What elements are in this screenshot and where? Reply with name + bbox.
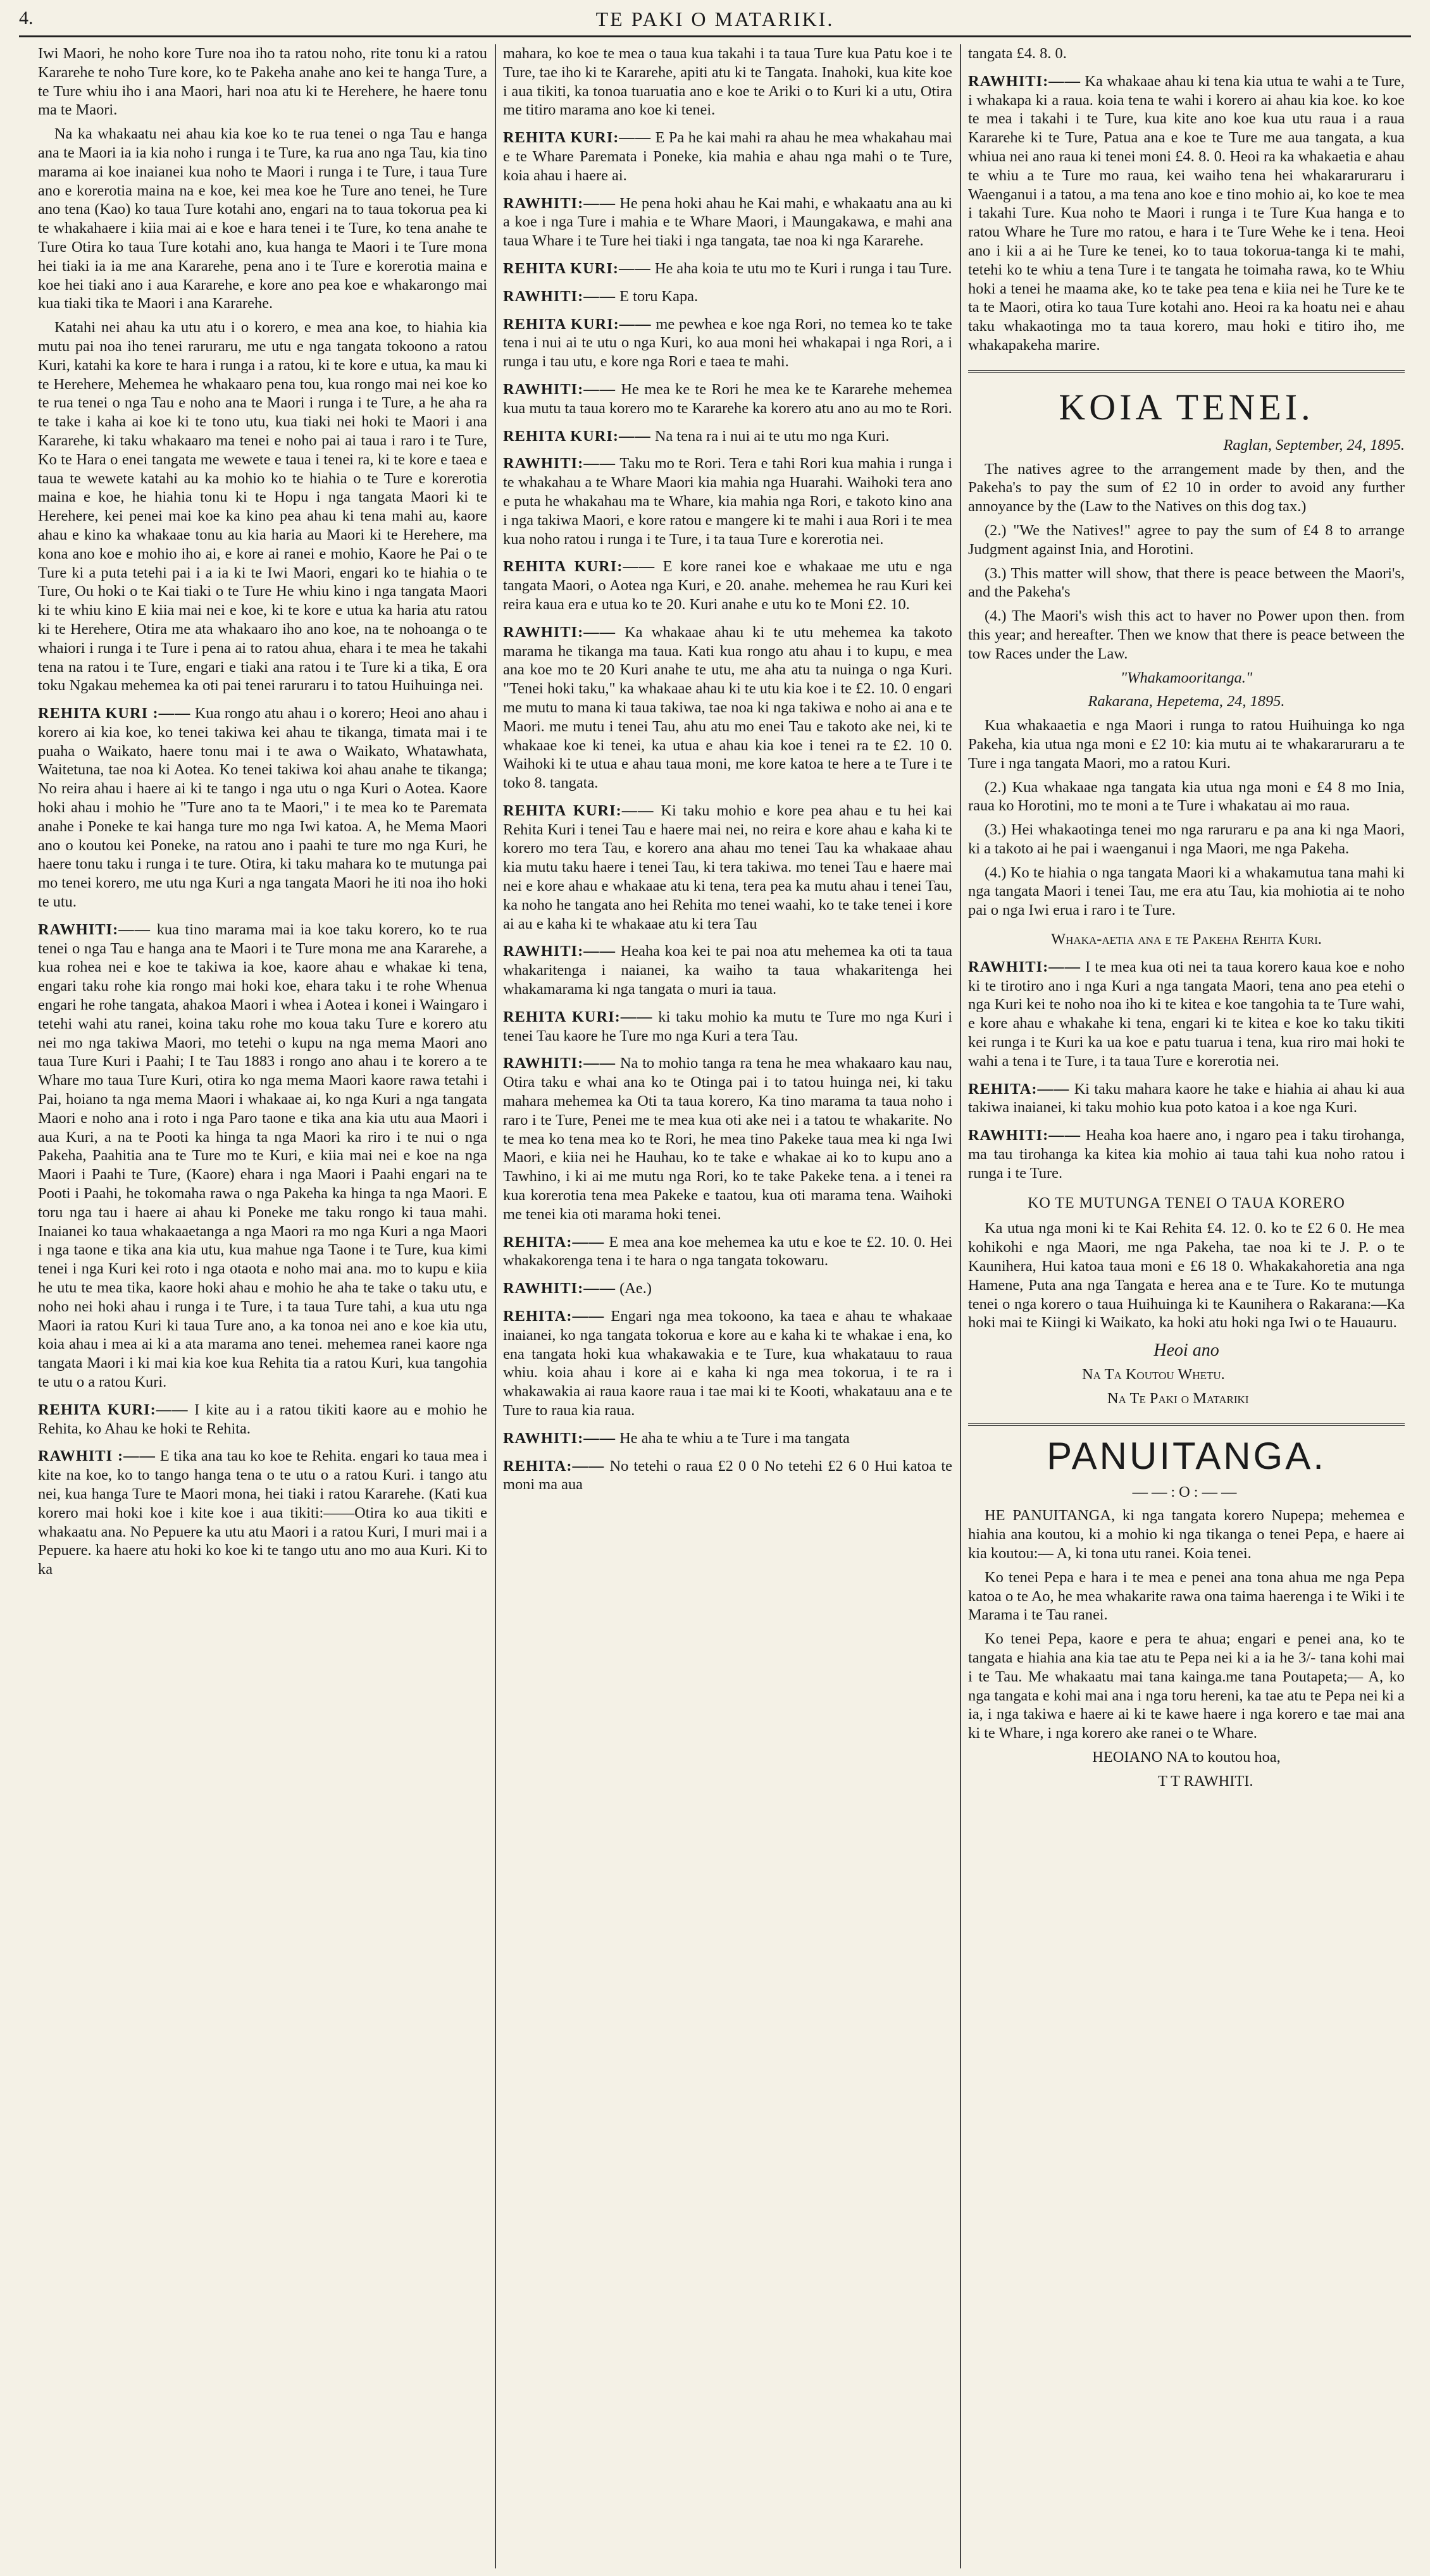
speaker-label: RAWHITI:——	[503, 623, 616, 641]
paragraph: mahara, ko koe te mea o taua kua takahi i ta taua Ture kua Patu koe i te Ture, tae iho ki te Kararehe, apiti atu ki te Tangata. Inahoki, kua kite koe i aua tikiti, ka tonoa tuaruatia ano e koe te Ariki o to Kuri ki a utu, Otira me titiro marama ano koe ki tenei.	[503, 45, 952, 119]
dialogue-entry	[503, 1054, 952, 1223]
speech-text: Kua rongo atu ahau i o korero; Heoi ano ahau i korero ai kia koe, ko tenei takiwa kei ahau te tikanga, timata mai i te puaha o Waikato, haere tonu mai i te awa o Waikato, Whatawhata, Waitetuna, tae noa ki Aotea. Ko tenei takiwa koi ahau anahe te tikanga; No reira ahau i haere ai ki te tango i nga utu o nga Kuri o Aotea. Kaore hoki ahau i mohio he "Ture ano ta te Maori," i te mea ko te Paremata anahe i Poneke te kai hanga ture mo nga Iwi katoa. A, he Mema Maori ano o koutou kei Poneke, na ratou ano i paahi te ture mo nga Kuri, he haere tonu taku i runga i te ture. Otira, ki taku mahara ko te mutunga pai mo tenei korero, me utu nga Kuri a nga tangata Maori he iti noa iho hoki te utu.	[38, 705, 487, 911]
speaker-label: REHITA:——	[503, 1308, 605, 1325]
speech-text: I kite au i a ratou tikiti kaore au e mohio he Rehita, ko Ahau ke hoki te Rehita.	[38, 1401, 487, 1437]
speech-text: Taku mo te Rori. Tera e tahi Rori kua mahia i runga i te whakahau a te Whare Maori kia mahia nga Huarahi. Waihoki tera ano e puta he whakahau ma te Whare, kia mahia nga Rori, e takoto kino ana i nga takiwa Maori, e kore ratou e mangere ki te mahi i aua Rori i te mea kua noho ratou i runga i te Ture, i ta taua Ture e korerotia nei.	[503, 455, 952, 548]
speech-text: E tika ana tau ko koe te Rehita. engari ko taua mea i kite na koe, ko to tango hanga tena o te utu o a ratou Kuri. i tango atu nei, kua hanga Ture te Maori mona, hei tiaki i ratou Kararehe. (Kati kua korero mai hoki koe i kite koe i aua tikiti:——Otira ko aua tikiti e whakaatu ana. No Pepuere ka utu atu Maori i a ratou Kuri, I muri mai i a Pepuere. ka haere atu hoki ko koe ki te tango utu ano mo aua Kuri. Ki to ka	[38, 1447, 487, 1578]
signature: Na Ta Koutou Whetu.	[1082, 1366, 1225, 1384]
speech-text: Engari nga mea tokoono, ka taea e ahau te whakaae inaianei, ko nga tangata tokorua e kore au e kaha ki te whakae i ena, ko ena tangata hoki kua whakawakia e te Ture, kua whakatauu to raua whiu. koia ahau i kore ai e kaha ki nga mea tokorua, i te ra i whakawakia ai raua kaore raua i tae mai ki te Kooti, whakatauu ana e te Ture to raua kia raua.	[503, 1308, 952, 1419]
speech-text: He aha koia te utu mo te Kuri i runga i tau Ture.	[654, 259, 952, 277]
dialogue-entry	[968, 1126, 1405, 1182]
speech-text: E mea ana koe mehemea ka utu e koe te £2. 10. 0. Hei whakakorenga tena i te hara o nga tangata tokowaru.	[503, 1233, 952, 1270]
speaker-label: REHITA:——	[503, 1233, 605, 1251]
paragraph: (3.) This matter will show, that there is peace between the Maori's, and the Pakeha's	[968, 564, 1405, 601]
speaker-label: REHITA KURI:——	[503, 129, 652, 147]
subheading: KO TE MUTUNGA TENEI O TAUA KORERO	[1028, 1194, 1345, 1211]
dialogue-entry	[38, 1447, 487, 1579]
speaker-label: RAWHITI:——	[38, 920, 151, 938]
dialogue-entry	[38, 704, 487, 912]
closing: HEOIANO NA to koutou hoa,	[1092, 1748, 1281, 1766]
paragraph: (3.) Hei whakaotinga tenei mo nga raruraru e pa ana ki nga Maori, ki a takoto ai he pai i waenganui i nga Maori, me nga Pakeha.	[968, 821, 1405, 857]
speaker-label: REHITA KURI:——	[503, 259, 651, 277]
column-1	[38, 44, 487, 2568]
speaker-label: REHITA KURI:——	[503, 558, 656, 576]
dialogue-entry	[503, 1008, 952, 1046]
paragraph: tangata £4. 8. 0.	[968, 45, 1067, 62]
paragraph: Ko tenei Pepa e hara i te mea e penei ana tona ahua me nga Pepa katoa o te Ao, he mea whakarite rawa ona taima haerenga i te Wiki i te Marama i te Tau ranei.	[968, 1568, 1405, 1624]
dialogue-entry	[503, 287, 952, 306]
speaker-label: RAWHITI:——	[503, 1429, 616, 1447]
speaker-label: REHITA KURI:——	[38, 1401, 189, 1418]
dialogue-entry	[503, 315, 952, 371]
speaker-label: RAWHITI:——	[968, 958, 1081, 975]
speech-text: Ki taku mahara kaore he take e hiahia ai ahau ki aua takiwa inaianei, ki taku mohio kua poto katoa i a koe nga Kuri.	[968, 1080, 1405, 1117]
speech-text: me pewhea e koe nga Rori, no temea ko te take tena i nui ai te utu o nga Kuri, ko aua moni hei whakapai i nga Rori, a i runga i tau utu, e kore nga Rori e taea te mahi.	[503, 315, 952, 371]
dialogue-entry	[503, 259, 952, 278]
speech-text: Na tena ra i nui ai te utu mo nga Kuri.	[654, 427, 890, 445]
paragraph: (2.) "We the Natives!" agree to pay the sum of £4 8 to arrange Judgment against Inia, and Horotini.	[968, 521, 1405, 558]
dialogue-entry	[968, 1080, 1405, 1118]
paragraph: (2.) Kua whakaae nga tangata kia utua nga moni e £4 8 mo Inia, raua ko Horotini, mo te moni a te Ture i whakatau ai mo raua.	[968, 778, 1405, 815]
dialogue-entry	[503, 380, 952, 418]
speech-text: No tetehi o raua £2 0 0 No tetehi £2 6 0 Hui katoa te moni ma aua	[503, 1457, 952, 1494]
speaker-label: RAWHITI:——	[968, 1127, 1081, 1144]
speaker-label: RAWHITI:——	[503, 194, 616, 212]
speech-text: (Ae.)	[619, 1280, 652, 1297]
masthead: TE PAKI O MATARIKI.	[595, 8, 835, 30]
dialogue-entry	[503, 802, 952, 934]
column-rule	[495, 44, 496, 2568]
speech-text: I te mea kua oti nei ta taua korero kaua koe e noho ki te tirotiro ano i nga Kuri a nga tangata Maori, tena ano pea etehi o nga Kuri kei te noho noa iho ki te kitea e koe tangohia ta te Ture wahi, e kore ahau e whakahe ki tena, engari ki te kitea e koe ko taku tikiti kei runga i te Kuri ka ua koe e patu tuarua i tena, kua riro mai hoki te wahi a tena i te Ture, i ta taua Ture e korerotia nei.	[968, 958, 1405, 1070]
speech-text: Ki taku mohio e kore pea ahau e tu hei kai Rehita Kuri i tenei Tau e haere mai nei, no reira e kore ahau e kaha ki te korero mo tera Tau, e korero ana ahau mo tenei Tau ka whakaae ahau kia mutu taku haere i tenei Tau, ki tera takiwa. mo tenei Tau e haere mai nei e kore ahau e whakaae atu ki tena, tera pea ka mutu ahau i tenei Tau, ka noho he tangata ano hei Rehita mo tenei waahi, ko te take tenei i kore ai au e kaha ki te whakaae atu ki tera Tau	[503, 802, 952, 932]
section-title-panuitanga: PANUITANGA.	[1047, 1434, 1326, 1477]
speech-text: Ka whakaae ahau ki tena kia utua te wahi a te Ture, i whakapa ki a raua. koia tena te wahi i korero ai ahau kia koe. ko koe te mea i takahi i te Ture, kua kite ano koe kua utu raua i a raua Kararehe ki te Ture, Patua ana e koe te Ture me aua tangata, a kua whiua nei ano raua ki tenei moni £4. 8. 0. Heoi ra ka whakaetia e ahau te whiu a te Ture mo raua, kei waiho tena hei whakararuraru i Waenganui i a tatou, a ma tena ano koe e tino mohio ai, ko koe te mea i takahi Ture. Kua noho te Maori i runga i te Ture Kua hanga e to ratou Whare he Ture mo ratou, e hara i te Ture Wehe ke i tena. Heoi ano i kii a ai he Ture ke tenei, ko to taua tokorua-tanga ki te mahi, tetehi ko te whiu a tena Ture i te tangata he toimaha rawa, ko te Whiu hoki a tenei he maama ake, ko te take pea tena e kiia nei he Ture ke te ta te Maori, otira ko taua Ture kotahi ano. Heoi ra ka hoatu nei e ahau taku whakaotinga mo ta taua korero, mau hoki e titiro iho, me whakapakeha marire.	[968, 72, 1405, 354]
dialogue-entry	[503, 942, 952, 998]
dateline: Rakarana, Hepetema, 24, 1895.	[1088, 693, 1285, 710]
speaker-label: RAWHITI:——	[968, 72, 1081, 90]
speaker-label: RAWHITI:——	[503, 287, 616, 305]
column-3	[968, 44, 1405, 2568]
speaker-label: RAWHITI :——	[38, 1447, 156, 1465]
speech-text: kua tino marama mai ia koe taku korero, ko te rua tenei o nga Tau e hanga ana te Maori i te Ture mona me ana Kararehe, a kua rohea nei e koe te takiwa ia koe, kaore ahau e whakae ki tena, engari taku rohe kia rongo mai hoki koe, ehara taku i te rohe Whenua engari he rohe tangata, ahakoa Maori i whea i Aotea i konei i Waingaro i tetehi wahi atu ranei, koina taku rohe mo koua taku Ture e korero atu nei mo nga takiwa Maori, mo tetehi o kupu na nga mema Maori ano taua Ture Kuri i Paahi; I te Tau 1883 i rongo ano ahau i te korero a te Whare mo taua Ture Kuri, otira ko nga mema Maori kaore rawa tetahi i Pai, hoiano ta nga mema Maori i whakaae ai, ko nga Kuri a nga tangata Maori e noho ana i roto i nga Paro taone e tika ana kia utu aua Maori i aua Kuri, a na te Pooti ka hinga ta nga Maori ka riro i te nui o nga Pakeha, Paahitia ana te Ture mo te Kuri, e kiia mai nei e koe na nga Maori i Paahi te Ture, (Kaore) ehara i nga Maori i Paahi engari na te Pooti i Paahi, he tokomaha rawa o nga Pakeha ka hinga ta nga Maori. E toru nga tau i haere ai ahau ki Poneke me taku rongo ki taua mahi. Inaianei ko taua whakaaetanga a nga Maori ra mo nga Kuri a nga Maori i nga taone e tika ana kia utu, kua mahue nga Taone i te Ture, kua kimi tenei i nga Kuri kei roto i nga otaota e noho mai ana. mo to kupu e kiia he utu te mea tika, kaore hoki ahau e mohio he aha te take o taku utu, e noho nei hoki ahau i runga i te Ture, i ta taua Ture tahi, a kua utu nga Maori ia ratou Kuri ki taua Ture ano, a ka tonoa nei ano e koe kia utu, koia ahau i mea ai ki a ata marama ano tenei. mehemea ranei kaore nga tangata Maori i ki mai kia koe kua Rehita tia a ratou Kuri, kua tangohia te utu o a ratou Kuri.	[38, 920, 487, 1390]
paragraph: Na ka whakaatu nei ahau kia koe ko te rua tenei o nga Tau e hanga ana te Maori ia ia kia noho i runga i te Ture, ka rua ano nga Tau, kia tino marama ai koe inaianei kua noho te Maori i runga i te Ture, i taua Ture ano e korerotia maina na e koe, kei mea koe he Ture ano tenei, he Ture ano tena (Kao) ko taua Ture kotahi ano, engari na to taua tokorua pea ki te whakahaere i kiia mai ai e koe e hara tenei i te Ture, ko tena anahe te Ture Otira ko taua Ture kotahi ano, kua hanga te Maori i te Ture mona hei tiaki ia ia me ana Kararehe, pena ano i te Ture e korerotia maina e koe hei tiaki ano i aua Kararehe, e kore ano pea koe e whakarongo mai kua tiaki tika te Maori i ana Kararehe.	[38, 125, 487, 313]
speaker-label: REHITA KURI:——	[503, 802, 654, 819]
speech-text: He mea ke te Rori he mea ke te Kararehe mehemea kua mutu ta taua korero mo te Kararehe ka korero atu ano au mo te Rori.	[503, 380, 952, 417]
paragraph: HE PANUITANGA, ki nga tangata korero Nupepa; mehemea e hiahia ana koutou, ki a mohio ki nga tikanga o tenei Pepa, e haere ai kia koutou:— A, ki tona utu ranei. Koia tenei.	[968, 1507, 1405, 1562]
dialogue-entry	[503, 1307, 952, 1420]
dialogue-entry	[503, 557, 952, 614]
speech-text: E kore ranei koe e whakaae me utu e nga tangata Maori, o Aotea nga Kuri, e 20. anahe. mehemea he rau Kuri kei reira kaua era e utua ko te 20. Kuri anahe e utu ko te Moni £2. 10.	[503, 558, 952, 613]
speaker-label: REHITA:——	[968, 1080, 1070, 1098]
paragraph: Ko tenei Pepa, kaore e pera te ahua; engari e penei ana, ko te tangata e hiahia ana kia tae atu te Pepa nei ki a ia he 3/- tana kohi mai i te Tau. Me whakaatu mai tana kainga.me tana Poutapeta;— A, ko nga tangata e kohi mai ana i nga toru hereni, ka tae atu te Pepa nei ki a ia, i nga takiwa e haere ai ki te kawe haere i nga korero e tae mai ana ki te Whare, i nga korero ake ranei o te Whare.	[968, 1630, 1405, 1742]
dialogue-entry	[503, 1429, 952, 1448]
paragraph: Ka utua nga moni ki te Kai Rehita £4. 12. 0. ko te £2 6 0. He mea kohikohi e nga Maori, me nga Pakeha, tae noa ki te J. P. o te Kaunihera, Hui katoa taua moni e £6 18 0. Whakakahoretia ana nga Hamene, Puta ana nga Tangata e herea ana e te Ture. Ko te mutunga tenei o nga korero o taua Huihuinga ki te Kaunihera o Rakarana:—Ka hoki mai te Kiingi ki Waikato, ka hoki atu hoki nga Iwi o te Hauauru.	[968, 1220, 1405, 1332]
speaker-label: RAWHITI:——	[503, 1280, 616, 1297]
column-2	[503, 44, 952, 2568]
dialogue-entry	[503, 194, 952, 251]
closing: Heoi ano	[1153, 1341, 1219, 1361]
paragraph: (4.) Ko te hiahia o nga tangata Maori ki a whakamutua tana mahi ki nga tangata Maori i tenei Tau, me era atu Tau, kia mohiotia ai te noho pai o nga Iwi erua i raro i te Ture.	[968, 864, 1405, 919]
dialogue-entry	[503, 454, 952, 548]
page-header	[19, 6, 1411, 37]
dialogue-entry	[38, 920, 487, 1392]
dialogue-entry	[503, 1457, 952, 1495]
speaker-label: REHITA KURI :——	[38, 705, 191, 722]
speech-text: Na to mohio tanga ra tena he mea whakaaro kau nau, Otira taku e whai ana ko te Otinga pai i to tatou huinga nei, ki taku mahara mehemea ka Oti ta taua korero, Ka tino marama ta taua noho i raro i te Ture, Penei me te mea kua oti ake nei i a tatou te whakarite. No te mea ko tena mea ko te Rori, he mea tino Pakeke taua mea ki nga Iwi Maori, e kiia nei he Hauhau, ko te take e whakae ai ko to kupu ano a Tawhino, i ki ai me mutu nga Rori, ko te take Pakeke tena. a i tenei ra kua korerotia tena mea Pakeke e taatou, kua oti marama tena. Waihoki me tenei kia oti marama hoki tenei.	[503, 1055, 952, 1223]
speaker-label: REHITA KURI:——	[503, 427, 651, 445]
paragraph: (4.) The Maori's wish this act to haver no Power upon then. from this year; and hereafter. Then we know that there is peace between the tow Races under the Law.	[968, 607, 1405, 662]
dialogue-entry	[503, 427, 952, 446]
signature: T T RAWHITI.	[1158, 1772, 1253, 1790]
speech-text: E Pa he kai mahi ra ahau he mea whakahau mai e te Whare Paremata i Poneke, kia mahia e ahau nga mahi o te Ture, koia ahau i haere ai.	[503, 129, 952, 184]
page-number: 4.	[19, 8, 34, 28]
dialogue-entry	[38, 1401, 487, 1439]
speaker-label: REHITA KURI:——	[503, 315, 652, 333]
speech-text: He aha te whiu a te Ture i ma tangata	[619, 1429, 850, 1447]
speaker-label: RAWHITI:——	[503, 455, 616, 473]
section-divider	[968, 1423, 1405, 1426]
speech-text: Heaha koa kei te pai noa atu mehemea ka oti ta taua whakaritenga i naianei, ka waiho ta taua whakaritenga hei whakamarama ki nga tangata o muri ia taua.	[503, 943, 952, 998]
speaker-label: RAWHITI:——	[503, 1055, 616, 1072]
speech-text: E toru Kapa.	[619, 287, 699, 305]
paragraph: Iwi Maori, he noho kore Ture noa iho ta ratou noho, rite tonu ki a ratou Kararehe te noho Ture kore, ko te Pakeha anahe ano kei te hanga Ture, a te Ture whiu iho i ana Maori, hari noa atu ki te Herehere, he haere tonu ma te Maori.	[38, 45, 487, 119]
paragraph: Kua whakaaetia e nga Maori i runga to ratou Huihuinga ko nga Pakeha, kia utua nga moni e £2 10: kia mutu ai te whakararuraru a te Ture i nga tangata Maori, mo a ratou Kuri.	[968, 717, 1405, 772]
speech-text: He pena hoki ahau he Kai mahi, e whakaatu ana au ki a koe i nga Ture i mahia e te Whare Maori, i Maungakawa, e mahi ana taua Whare i te Ture hei tiaki i nga tangata, tae noa ki nga Kararehe.	[503, 194, 952, 250]
dialogue-entry	[503, 1279, 952, 1298]
dateline: Raglan, September, 24, 1895.	[1223, 436, 1405, 454]
dialogue-entry	[503, 1233, 952, 1271]
dialogue-entry	[503, 128, 952, 185]
dialogue-entry	[968, 958, 1405, 1071]
speech-text: Heaha koa haere ano, i ngaro pea i taku tirohanga, ma tau tirohanga ka kitea kia mohio ai taua tahi kua noho ratou i runga i te Ture.	[968, 1127, 1405, 1182]
column-rule	[960, 44, 961, 2568]
ornament: ——:O:——	[1132, 1483, 1241, 1501]
dialogue-entry	[503, 623, 952, 793]
dialogue-entry	[968, 72, 1405, 355]
speaker-label: RAWHITI:——	[503, 943, 616, 960]
subheading: Whaka-aetia ana e te Pakeha Rehita Kuri.	[1051, 931, 1322, 948]
speaker-label: RAWHITI:——	[503, 380, 616, 398]
newspaper-page	[19, 0, 1411, 2576]
speaker-label: REHITA:——	[503, 1457, 605, 1475]
speech-text: Ka whakaae ahau ki te utu mehemea ka takoto marama he tikanga ma taua. Kati kua rongo atu ahau i to kupu, e mea ana koe mo te 20 Kuri anahe te utu, me aha atu ta nuinga o nga Kuri. "Tenei hoki taku," ka whakaae ahau ki te utu kia koe i te £2. 10. 0 engari me mutu to mana ki taua takiwa, tae noa ki nga takiwa e noho ai ana e te Maori. me mutu i tenei Tau, ahu atu mo enei Tau e takoto ake nei, ki te whakaae koe ki tenei, ka utua e ahau kia koe i tenei ra te £2. 10 0. Waihoki ki te utua e ahau taua moni, me kore katoa te here a te Ture i te toko 8. tangata.	[503, 623, 952, 792]
subheading: "Whakamooritanga."	[1120, 669, 1253, 686]
paragraph: Katahi nei ahau ka utu atu i o korero, e mea ana koe, to hiahia kia mutu pai noa iho tenei raruraru, me utu e nga tangata tokoono a ratou Kuri, katahi ka kore te hara i runga i a ratou, ki te kore e utua, ka mau ki te Herehere, Mehemea he whakaaro pena tou, kua rongo mai nei koe ko te rua tenei o nga Tau e noho ana te Maori i runga i te Ture, a he aha ra te take i kaha ai koe ki te tono utu, kua tiaki nei hoki te Maori i ana Kararehe, ki taku whakaaro ma tenei e noho pai ai taua i raro i te Ture, Ko te Hara o enei tangata me wewete e taua i tenei ra, ki te kore e taea e taua te wewete katahi au ka mohio ko te hiahia o te Ture e korerotia maina e koe, he hiahia tonu ki te Hopu i nga tangata Maori ki te Herehere, kei penei mai koe ka kino pea ahau ki tena mahi au, kaore ahau e kino ka whakaae tonu au kia haria au Maori ki te Herehere, ma kona ano koe e mohio iho ai, e kore ai ranei e mohio, Kaore he Pai o te Ture ki a puta tetehi pai i a ia ki te Iwi Maori, engari ko te hiahia o te Ture, Ou hoki o te Kai tiaki o te Ture He whiu kino i nga tangata Maori ki te whiu kino E kiia mai nei e koe, ki te kore e utua ka haria atu ratou ki te Herehere, Otira me ata whakaaro iho ano koe, na te nohoanga o te whaiori i runga i te Ture i pena ai to ratou ahua, ehara i te mea he takahi tena na ratou i te Ture, engari e tiaki ana ratou i te Ture ki a tika, E ora toku Ngakau mehemea ka oti pai tenei raruraru i to tatou Huihuinga nei.	[38, 319, 487, 695]
section-divider	[968, 370, 1405, 373]
section-title-koia-tenei: KOIA TENEI.	[1059, 386, 1314, 428]
speech-text: ki taku mohio ka mutu te Ture mo nga Kuri i tenei Tau kaore he Ture mo nga Kuri a tera Tau.	[503, 1008, 952, 1044]
paragraph: The natives agree to the arrangement made by then, and the Pakeha's to pay the sum of £2 10 in order to avoid any further annoyance by the (Law to the Natives on this dog tax.)	[968, 460, 1405, 516]
signature: Na Te Paki o Matariki	[1107, 1389, 1249, 1407]
speaker-label: REHITA KURI:——	[503, 1008, 653, 1025]
